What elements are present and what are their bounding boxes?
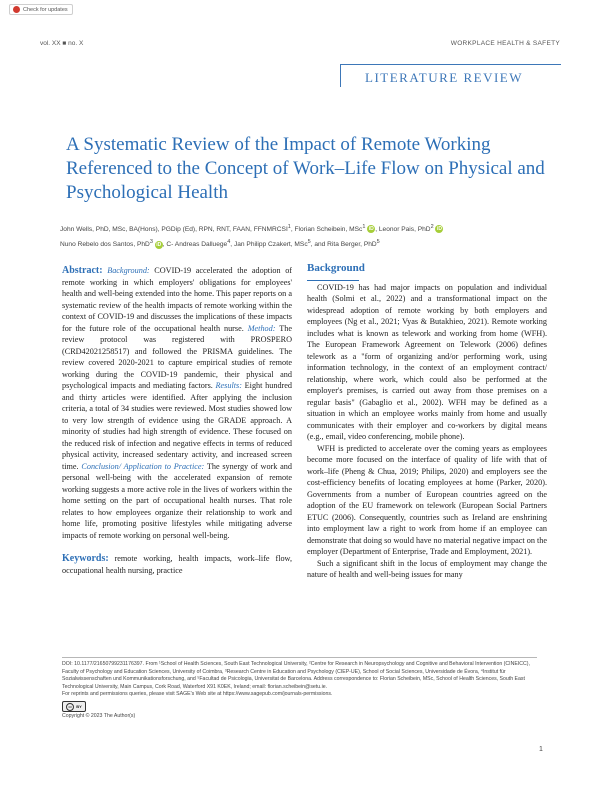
footnote-divider xyxy=(62,657,537,658)
background-paragraph-1: COVID-19 has had major impacts on population and individual health (Solmi et al., 2022) and a transformational impact on the widespread adoption of remote working by both employers and employees (Ng et al., 2021; Vyas & Butakhieo, 2021). Remote working includes what is known as telework and working from home (WFH). The European Framework Agreement on Telework (2006) defines telework as a "form of organizing and/or performing work, using information technology, in the context of an employment contract/ relationship, where work, which could also be performed at the employer's premises, is carried out away from those premises on a regular basis" (Gabaglio et al., 2002). WFH may be defined as a situation in which an employee works mainly from home and usually communicates with their employer and co-workers by digital means (e.g., email, video conferencing, mobile phone). xyxy=(307,282,547,441)
background-section xyxy=(307,263,547,581)
author-scheibein-affiliation: 1 xyxy=(362,224,366,230)
author-wells-affiliation: 1 xyxy=(287,224,291,230)
author-rebelo-dos-santos: Nuno Rebelo dos Santos, PhD xyxy=(60,241,150,249)
check-updates-label: Check for updates xyxy=(23,6,68,13)
background-paragraph-2: WFH is predicted to accelerate over the coming years as employees become more focused on the interface of quality of life with that of work–life (Pheng & Chua, 2019; Philips, 2020) and employers see the cost-efficiency benefits of locating employees at home (Parker, 2020). Governments from a number of European countries agreed on the adoption of the EU framework on telework (European Social Partners ETUC (2006). Consequently, countries such as Ireland are enshrining into employment law a right to work from home if an employee can demonstrate that doing so would have no material negative impact on the employer (Department of Enterprise, Trade and Employment, 2021). xyxy=(307,443,547,556)
author-wells: John Wells, PhD, MSc, BA(Hons), PGDip (Ed), RPN, RNT, FAAN, FFNMRCSI xyxy=(60,226,288,234)
background-paragraph-3: Such a significant shift in the locus of employment may change the nature of health and well-being issues for many xyxy=(307,558,547,579)
conclusion-label: Conclusion/ Application to Practice: xyxy=(81,461,205,471)
results-label: Results: xyxy=(215,381,242,390)
check-for-updates-badge[interactable] xyxy=(9,4,73,15)
page-number: 1 xyxy=(539,746,543,753)
reprints-note: For reprints and permissions queries, please visit SAGE's Web site at https://www.sagepub.com/journals-permissions. xyxy=(62,691,333,698)
orcid-icon[interactable]: iD xyxy=(368,226,374,233)
author-rebelo-dos-santos-affiliation: 3 xyxy=(149,239,153,246)
author-berger-affiliation: 5 xyxy=(376,239,380,246)
author-pais-affiliation: 2 xyxy=(430,224,434,230)
background-label: Background: xyxy=(107,266,150,275)
check-updates-icon xyxy=(13,6,20,13)
article-title: A Systematic Review of the Impact of Remote Working Referenced to the Concept of Work–Life Flow on Physical and Psychological Health xyxy=(66,134,545,203)
journal-name: WORKPLACE HEALTH & SAFETY xyxy=(450,40,560,47)
cc-icon: cc xyxy=(66,703,74,711)
heading-rule xyxy=(307,280,359,281)
abstract-conclusion: The synergy of work and personal well-being with the accelerated expansion of remote working suggests a more active role in the lives of workers within the home setting on the part of occupational health nurses. That role relates to how employees organize their relationship to work and home life, promoting positive lifestyles while mitigating adverse impacts of remote working on personal well-being. xyxy=(62,461,292,540)
section-tag-box xyxy=(340,64,561,87)
author-dalluege: , C- Andreas Dalluege xyxy=(162,241,228,249)
section-tag: LITERATURE REVIEW xyxy=(365,70,524,85)
keywords-text: remote working, health impacts, work–life flow, occupational health nursing, practice xyxy=(62,554,292,575)
author-scheibein: , Florian Scheibein, MSc xyxy=(290,226,363,234)
cc-by-icon[interactable] xyxy=(62,701,86,712)
footnotes xyxy=(62,661,537,699)
author-berger: , and Rita Berger, PhD xyxy=(310,241,377,249)
author-dalluege-affiliation: 4 xyxy=(227,239,231,246)
abstract xyxy=(62,265,292,541)
by-label: BY xyxy=(76,704,82,709)
copyright: Copyright © 2023 The Author(s) xyxy=(62,713,136,719)
abstract-label: Abstract: xyxy=(62,265,103,276)
method-label: Method: xyxy=(247,323,276,333)
author-pais: , Leonor Pais, PhD xyxy=(375,226,431,234)
affiliations-footnote: DOI: 10.1177/21650799231176397. From ¹School of Health Sciences, South East Technological University, ²Centre for Research in Neuropsychology and Cognitive and Behavioral Intervention (CINEICC), Faculty of Psychology and Education Sciences, University of Coimbra, ³Research Centre in Education and Psychology (CIEP-UE), School of Social Sciences, Universidade de Évora, ⁴Institut für Sozialwissenschaften und Kommunikationsforschung, and ⁵Facultad de Psicologia, Universitat de Barcelona. Address correspondence to: Florian Scheibein, MSc, School of Health Sciences, South East Technological University, Main Campus, Cork Road, Waterford X91 K0EK, Ireland; email: florian.scheibein@setu.ie. xyxy=(62,661,530,690)
abstract-results: Eight hundred and thirty articles were identified. After applying the inclusion criteria, a total of 34 studies were reviewed. Most studies showed low to very low strength of evidence using the GRADE approach. A minority of studies had high strength of evidence. These focused on the reduced risk of infection and negative effects in terms of reduced physical activity, increased sedentary activity, and increased screen time. xyxy=(62,381,292,471)
keywords-label: Keywords: xyxy=(62,553,109,564)
author-czakert: , Jan Philipp Czakert, MSc xyxy=(230,241,308,249)
abstract-method: The review protocol was registered with PROSPERO (CRD42021258517) and followed the PRISMA guidelines. The review covered 2020-2021 to capture empirical studies of remote working during the COVID-19 pandemic, their physical and psychological impacts and mediating factors. xyxy=(62,323,292,390)
abstract-column xyxy=(62,265,292,576)
author-list xyxy=(60,221,560,251)
orcid-icon[interactable]: iD xyxy=(156,241,162,248)
author-czakert-affiliation: 5 xyxy=(307,239,311,246)
volume-issue: vol. XX ■ no. X xyxy=(40,40,84,47)
background-heading: Background xyxy=(307,262,365,274)
keywords xyxy=(62,553,292,576)
abstract-background: COVID-19 accelerated the adoption of remote working in which employers' obligations for employees' health and well-being extended into the home. This paper reports on a systematic review of the health impacts of remote working within the context of COVID-19 and discusses the implications of these impacts for the future role of the occupational health nurse. xyxy=(62,266,293,333)
orcid-icon[interactable]: iD xyxy=(436,226,442,233)
